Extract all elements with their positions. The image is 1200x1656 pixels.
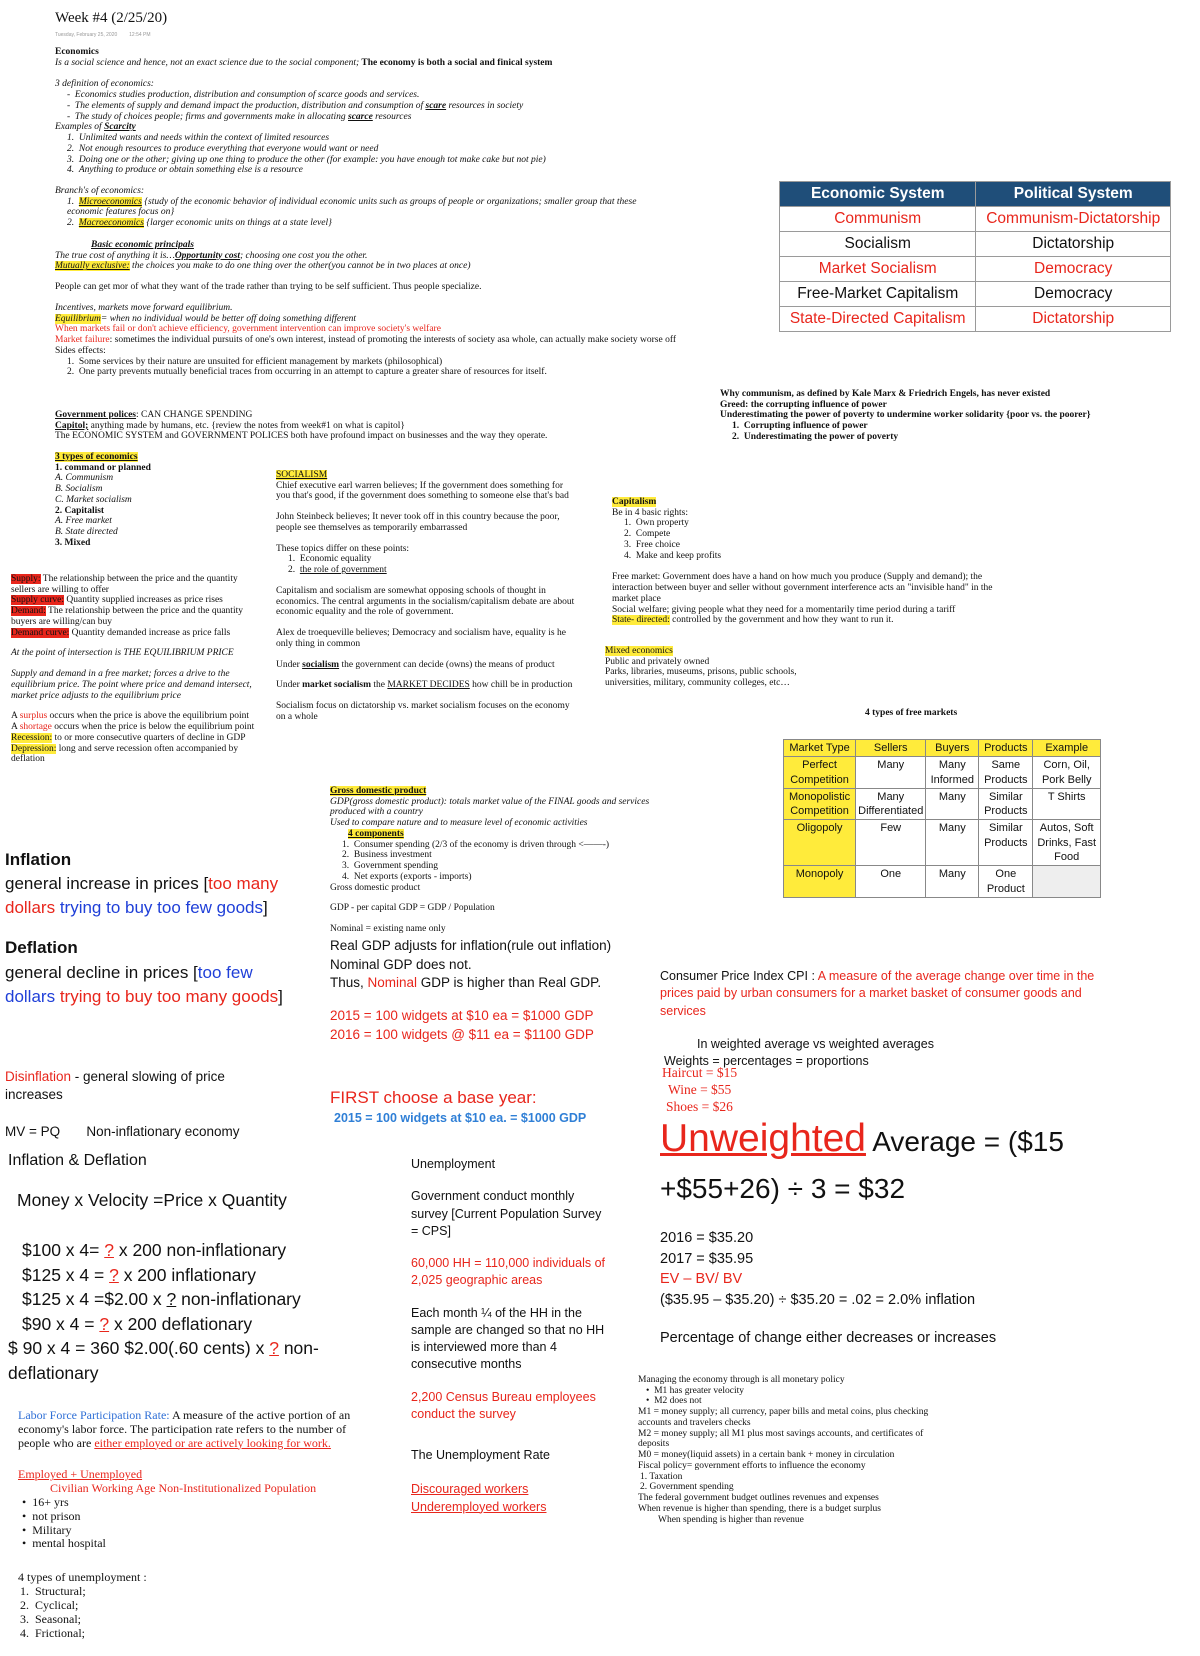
type-item: 1. command or planned [55, 462, 151, 473]
communism-underestimate: Underestimating the power of poverty to undermine worker solidarity {poor vs. the poorer} [720, 410, 1091, 421]
census-employees: 2,200 Census Bureau employees conduct the survey [411, 1389, 596, 1421]
type-subitem: A. Free market [55, 516, 112, 527]
types-heading: 3 types of economics [55, 452, 138, 462]
price-shoes: Shoes = $26 [666, 1098, 733, 1114]
price-haircut: Haircut = $15 [662, 1065, 738, 1080]
table-cell: Perfect Competition [784, 757, 856, 789]
table-cell: Many [926, 820, 979, 866]
communism-reason: 2. Underestimating the power of poverty [732, 431, 899, 442]
inflation-deflation-heading: Inflation & Deflation [8, 1152, 147, 1169]
table-cell: One Product [979, 866, 1033, 898]
table-cell: Communism-Dictatorship [976, 207, 1171, 232]
economics-definition: Is a social science and hence, not an exact science due to the social component; The economy is both a social and finical system [55, 57, 553, 68]
table-cell: Communism [780, 207, 976, 232]
trade-note: People can get mor of what they want of the trade rather than trying to be self sufficient. Thus people specialize. [55, 282, 482, 293]
incentives-note: Incentives, markets move forward equilibrium. [55, 302, 233, 313]
table-cell: Few [856, 820, 926, 866]
mutually-exclusive: Mutually exclusive: the choices you make to do one thing over the other(you cannot be in two places at once) [55, 261, 471, 272]
supply-def: Supply: The relationship between the price and the quantity sellers are willing to offer [11, 574, 238, 595]
supply-curve-def: Supply curve: Quantity supplied increases as price rises [11, 595, 223, 606]
table-cell: Dictatorship [976, 232, 1171, 257]
table-cell: Democracy [976, 282, 1171, 307]
capitol-note: Capitol; anything made by humans, etc. {review the notes from week#1 on what is capitol} [55, 420, 405, 431]
base-year-heading: FIRST choose a base year: [330, 1088, 537, 1107]
mvpq-examples [8, 1238, 378, 1385]
deflation-def: general decline in prices [too few dollars trying to buy too many goods] [5, 962, 283, 1006]
cpi-def: Consumer Price Index CPI : A measure of the average change over time in the prices paid by urban consumers for a market basket of consumer goods and services [660, 969, 1095, 1018]
capitalism-heading: Capitalism [612, 497, 657, 507]
component-item: 1. Consumer spending (2/3 of the economy is driven through <——-) [342, 839, 610, 850]
monetary-line: 2. Government spending [640, 1482, 734, 1493]
example-item: 2. Not enough resources to produce everything that everyone would want or need [67, 143, 379, 154]
gdp-nominal: Nominal = existing name only [330, 924, 446, 935]
table-cell: Many Differentiated [856, 788, 926, 820]
table-row [780, 232, 1171, 257]
price-wine: Wine = $55 [668, 1081, 732, 1097]
table-cell: Free-Market Capitalism [780, 282, 976, 307]
table-cell: Monopolistic Competition [784, 788, 856, 820]
type-subitem: B. State directed [55, 527, 118, 538]
communism-question: Why communism, as defined by Kale Marx & Friedrich Engels, has never existed [720, 389, 1051, 399]
table-cell: Similar Products [979, 820, 1033, 866]
real-gdp-adjust: Real GDP adjusts for inflation(rule out inflation) [330, 938, 612, 953]
under-socialism: Under socialism the government can decide (owns) the means of product [276, 659, 555, 670]
communism-reason: 1. Corrupting influence of power [732, 421, 868, 432]
opportunity-cost: The true cost of anything it is…Opportunity cost; choosing one cost you the other. [55, 250, 368, 261]
markets-title: 4 types of free markets [865, 708, 958, 718]
table-cell [1033, 866, 1101, 898]
cpi-weighted: In weighted average vs weighted averages [697, 1036, 934, 1051]
cpi-formula: EV – BV/ BV [660, 1271, 743, 1288]
economics-heading: Economics [55, 47, 99, 57]
unemployment-types-heading: 4 types of unemployment : [18, 1570, 147, 1584]
table-cell: Monopoly [784, 866, 856, 898]
lfpr-criteria: • 16+ yrs [22, 1494, 69, 1509]
steinbeck-quote: John Steinbeck believes; It never took off in this country because the poor, people see themselves as temporarily embarrassed [276, 512, 560, 533]
table-cell: One [856, 866, 926, 898]
cpi-pct-change: Percentage of change either decreases or increases [660, 1330, 997, 1347]
monetary-line: When revenue is higher than spending, there is a budget surplus [638, 1503, 881, 1514]
free-market-def: Free market: Government does have a hand on how much you produce (Supply and demand); the interaction between buyer and seller without government interference acts an "invisible hand" in the market place [612, 572, 993, 604]
surplus-note: A surplus occurs when the price is above the equilibrium point [11, 711, 249, 722]
table-header: Sellers [856, 740, 926, 757]
mixed-section [605, 646, 905, 689]
warren-quote: Chief executive earl warren believes; If the government does something for you that's good, if the government does something to someone else that's bad [276, 480, 569, 502]
page-header [55, 10, 167, 40]
underemployed-workers: Underemployed workers [411, 1499, 547, 1514]
right-item: 2. Compete [624, 529, 671, 540]
definition-item: - The elements of supply and demand impact the production, distribution and consumption of scare resources in society [67, 100, 524, 111]
monetary-line: Managing the economy through is all monetary policy [638, 1375, 845, 1385]
components-heading: 4 components [348, 828, 404, 839]
capitalism-section [612, 497, 1007, 626]
principles-section [55, 240, 695, 378]
cpi-2017: 2017 = $35.95 [660, 1250, 754, 1267]
mvpq-row: $125 x 4 = ? x 200 inflationary [22, 1264, 256, 1285]
component-item: 4. Net exports (exports - imports) [342, 871, 472, 882]
principles-heading: Basic economic principals [91, 240, 194, 250]
market-failure-note: Market failure: sometimes the individual pursuits of one's own interest, instead of promoting the interests of society asa whole, can actually make society worse off [55, 335, 677, 346]
mvpq-row: $125 x 4 =$2.00 x ? non-inflationary [22, 1289, 301, 1309]
unemployment-type: 1. Structural; [20, 1584, 86, 1599]
under-market-socialism: Under market socialism the MARKET DECIDES how chill be in production [276, 680, 573, 691]
hh-rotation: Each month ¼ of the HH in the sample are changed so that no HH is interviewed more than 4 consecutive months [411, 1305, 605, 1372]
state-directed-def: State- directed: controlled by the government and how they want to run it. [612, 615, 894, 626]
table-cell: Many Informed [926, 757, 979, 789]
gdp-gross: Gross domestic product [330, 882, 421, 893]
cpi-section [660, 968, 1110, 1070]
side-effects-heading: Sides effects: [55, 345, 106, 356]
table-cell: State-Directed Capitalism [780, 307, 976, 332]
monetary-line: M0 = money(liquid assets) in a certain bank + money in circulation [638, 1450, 895, 1461]
table-cell: Corn, Oil, Pork Belly [1033, 757, 1101, 789]
side-effect-item: 1. Some services by their nature are unsuited for efficient management by markets (philosophical) [67, 356, 443, 367]
gdp-example-2015: 2015 = 100 widgets at $10 ea = $1000 GDP [330, 1007, 594, 1023]
definition-item: - The study of choices people; firms and governments make in allocating scarce resources [67, 111, 412, 122]
table-cell: Dictatorship [976, 307, 1171, 332]
labor-section [18, 1409, 378, 1551]
tocqueville-quote: Alex de troequeville believes; Democracy and socialism have, equality is he only thing in common [276, 628, 566, 649]
table-cell: Many [926, 866, 979, 898]
type-subitem: C. Market socialism [55, 494, 132, 505]
discouraged-workers: Discouraged workers [411, 1482, 529, 1497]
shortage-note: A shortage occurs when the price is below the equilibrium point [11, 722, 255, 733]
unemployment-section [411, 1156, 611, 1516]
cpi-prices [662, 1065, 782, 1116]
inflation-section [5, 848, 305, 1009]
cpi-calculation [660, 1228, 1130, 1349]
unemployment-types [18, 1570, 238, 1640]
mixed-line: Parks, libraries, museums, prisons, public schools, [605, 667, 797, 678]
unemployment-type: 4. Frictional; [20, 1626, 85, 1641]
component-item: 2. Business investment [342, 850, 432, 861]
gdp-example-2016: 2016 = 100 widgets @ $11 ea = $1100 GDP [330, 1026, 594, 1042]
table-cell: Similar Products [979, 788, 1033, 820]
table-cell: Many [856, 757, 926, 789]
deflation-heading: Deflation [5, 938, 78, 958]
example-item: 4. Anything to produce or obtain something else is a resource [67, 165, 303, 176]
table-cell: Socialism [780, 232, 976, 257]
table-cell: Many [926, 788, 979, 820]
demand-def: Demand: The relationship between the price and the quantity buyers are willing/can buy [11, 606, 243, 627]
cpi-2016: 2016 = $35.20 [660, 1230, 754, 1246]
side-effect-item: 2. One party prevents mutually beneficial traces from occurring in an attempt to capture a greater share of resources for itself. [67, 367, 547, 378]
mvpq-row: $ 90 x 4 = 360 $2.00(.60 cents) x ? non-deflationary [8, 1338, 319, 1383]
monetary-line: • M2 does not [646, 1396, 702, 1407]
recession-def: Recession: to or more consecutive quarters of decline in GDP [11, 732, 246, 743]
example-item: 1. Unlimited wants and needs within the context of limited resources [67, 133, 330, 144]
mvpq-note: MV = PQ Non-inflationary economy [5, 1124, 240, 1139]
depression-def: Depression: long and serve recession often accompanied by deflation [11, 743, 239, 765]
unemployment-type: 2. Cyclical; [20, 1598, 79, 1613]
branch-item: 1. Microeconomics {study of the economic behavior of individual economic units such as groups of people or organizations; smaller group that these economic features focus on} [67, 196, 637, 218]
monetary-line: The federal government budget outlines revenues and expenses [638, 1493, 879, 1504]
type-item: 2. Capitalist [55, 505, 105, 516]
socialism-heading: SOCIALISM [276, 470, 328, 480]
rights-heading: Be in 4 basic rights: [612, 507, 688, 518]
mixed-heading: Mixed economics [605, 646, 673, 656]
table-header: Market Type [784, 740, 856, 757]
base-year-example: 2015 = 100 widgets at $10 ea. = $1000 GDP [334, 1111, 587, 1125]
disinflation-note: Disinflation - general slowing of price increases [5, 1069, 225, 1103]
unweighted-average: Unweighted Average = ($15 +$55+26) ÷ 3 = $32 [660, 1117, 1064, 1204]
cpi-weights: Weights = percentages = proportions [664, 1054, 869, 1068]
branches-section [55, 186, 675, 229]
unemployment-rate: The Unemployment Rate [411, 1448, 550, 1462]
gdp-def: GDP(gross domestic product): totals market value of the FINAL goods and services produced with a country [330, 796, 650, 818]
component-item: 3. Government spending [342, 861, 439, 872]
monetary-line: 1. Taxation [640, 1471, 683, 1482]
lfpr-denominator: Civilian Working Age Non-Institutionalized Population [50, 1481, 317, 1496]
table-row [780, 282, 1171, 307]
lfpr-numerator: Employed + Unemployed [18, 1467, 143, 1482]
economic-political-table [779, 181, 1171, 332]
monetary-line: M2 = money supply; all M1 plus most savings accounts, and certificates of deposits [638, 1428, 924, 1450]
communism-greed: Greed: the corrupting influence of power [720, 399, 887, 410]
economics-section [55, 47, 715, 176]
gdp-per-capita: GDP - per capital GDP = GDP / Population [330, 903, 495, 914]
lfpr-criteria: • mental hospital [22, 1536, 106, 1551]
demand-curve-def: Demand curve: Quantity demanded increase as price falls [11, 627, 231, 638]
unemployment-heading: Unemployment [411, 1157, 496, 1171]
hh-sample: 60,000 HH = 110,000 individuals of 2,025 geographic areas [411, 1256, 606, 1288]
free-markets-table [783, 739, 1101, 898]
page-title: Week #4 (2/25/20) [55, 10, 168, 26]
differ-heading: These topics differ on these points: [276, 543, 410, 554]
table-header: Products [979, 740, 1033, 757]
government-section [55, 410, 695, 442]
gdp-heading: Gross domestic product [330, 786, 427, 796]
right-item: 1. Own property [624, 518, 689, 529]
inflation-heading: Inflation [5, 850, 72, 869]
types-section [55, 452, 255, 549]
differ-item: 2. the role of government [288, 565, 387, 576]
lfpr-criteria: • Military [22, 1522, 72, 1537]
type-item: 3. Mixed [55, 537, 91, 548]
table-header: Example [1033, 740, 1101, 757]
mixed-line: universities, military, community colleges, etc… [605, 678, 790, 689]
examples-heading: Examples of Scarcity [55, 122, 136, 133]
communism-section [720, 389, 1095, 443]
note-time: 12:54 PM [129, 31, 151, 38]
inflation-def: general increase in prices [too many dollars trying to buy too few goods] [5, 874, 279, 918]
equilibrium-note: Equilibrium= when no individual would be better off doing something different [55, 313, 357, 324]
table-row [780, 257, 1171, 282]
right-item: 3. Free choice [624, 539, 680, 550]
market-fail-note: When markets fail or don't achieve efficiency, government intervention can improve society's welfare [55, 324, 441, 335]
table-header-row [784, 740, 1101, 757]
note-date: Tuesday, February 25, 2020 [55, 31, 118, 38]
monetary-section [638, 1375, 953, 1525]
social-welfare-def: Social welfare; giving people what they need for a momentarily time period during a tariff [612, 604, 956, 615]
lfpr-criteria: • not prison [22, 1508, 81, 1523]
table-header: Buyers [926, 740, 979, 757]
definitions-heading: 3 definition of economics: [55, 79, 154, 90]
table-header-row [780, 182, 1171, 207]
table-cell: Autos, Soft Drinks, Fast Food [1033, 820, 1101, 866]
equilibrium-price: At the point of intersection is THE EQUILIBRIUM PRICE [11, 648, 234, 659]
table-row [784, 757, 1101, 789]
table-cell: T Shirts [1033, 788, 1101, 820]
gdp-used: Used to compare nature and to measure level of economic activities [330, 818, 588, 829]
table-header: Economic System [780, 182, 976, 207]
nominal-gdp-not: Nominal GDP does not. [330, 956, 472, 972]
socialism-section [276, 470, 576, 722]
mvpq-row: $90 x 4 = ? x 200 deflationary [22, 1313, 253, 1334]
table-cell: Market Socialism [780, 257, 976, 282]
nominal-higher: Thus, Nominal GDP is higher than Real GDP. [330, 975, 602, 991]
branches-heading: Branch's of economics: [55, 186, 145, 196]
table-cell: Same Products [979, 757, 1033, 789]
monetary-line: M1 = money supply; all currency, paper bills and metal coins, plus checking accounts and travelers checks [638, 1407, 929, 1428]
labor-def: Labor Force Participation Rate: A measure of the active portion of an economy's labor force. The participation rate refers to the number of people who are either employed or are actively looking for work. [18, 1408, 351, 1450]
impact-note: The ECONOMIC SYSTEM and GOVERNMENT POLICES both have profound impact on businesses and the way they operate. [55, 431, 548, 442]
cap-soc-note: Capitalism and socialism are somewhat opposing schools of thought in economics. The central arguments in the socialism/capitalism debate are about economic equality and the role of government. [276, 585, 575, 618]
table-row [784, 866, 1101, 898]
mvpq-formula: Money x Velocity =Price x Quantity [17, 1190, 287, 1210]
right-item: 4. Make and keep profits [624, 550, 722, 561]
unemployment-type: 3. Seasonal; [20, 1612, 81, 1627]
gov-polices: Government polices: CAN CHANGE SPENDING [55, 410, 253, 420]
differ-item: 1. Economic equality [288, 554, 372, 565]
table-row [784, 788, 1101, 820]
table-cell: Oligopoly [784, 820, 856, 866]
definition-item: - Economics studies production, distribution and consumption of scarce goods and services. [67, 90, 420, 101]
table-header: Political System [976, 182, 1171, 207]
table-cell: Democracy [976, 257, 1171, 282]
gdp-real-section [330, 937, 660, 1044]
branch-item: 2. Macroeconomics {larger economic units on things at a state level} [67, 218, 332, 229]
example-item: 3. Doing one or the other; giving up one thing to produce the other (for example: you have enough tot make cake but not pie) [67, 154, 546, 165]
supply-demand-section [11, 574, 263, 765]
table-row [780, 207, 1171, 232]
cpi-calc: ($35.95 – $35.20) ÷ $35.20 = .02 = 2.0% inflation [660, 1291, 976, 1308]
monetary-line: • M1 has greater velocity [646, 1385, 745, 1396]
cps-survey: Government conduct monthly survey [Current Population Survey = CPS] [411, 1189, 602, 1238]
table-row [784, 820, 1101, 866]
socialism-focus: Socialism focus on dictatorship vs. market socialism focuses on the economy on a whole [276, 701, 570, 722]
mvpq-row: $100 x 4= ? x 200 non-inflationary [22, 1240, 287, 1260]
monetary-line: When spending is higher than revenue [658, 1514, 804, 1525]
type-subitem: B. Socialism [55, 484, 103, 495]
gdp-section [330, 786, 660, 935]
type-subitem: A. Communism [55, 473, 114, 484]
mixed-line: Public and privately owned [605, 656, 710, 667]
table-row [780, 307, 1171, 332]
monetary-line: Fiscal policy= government efforts to influence the economy [638, 1460, 866, 1471]
free-market-note: Supply and demand in a free market; forces a drive to the equilibrium price. The point where price and demand intersect, market price adjusts to the equilibrium price [11, 669, 252, 701]
